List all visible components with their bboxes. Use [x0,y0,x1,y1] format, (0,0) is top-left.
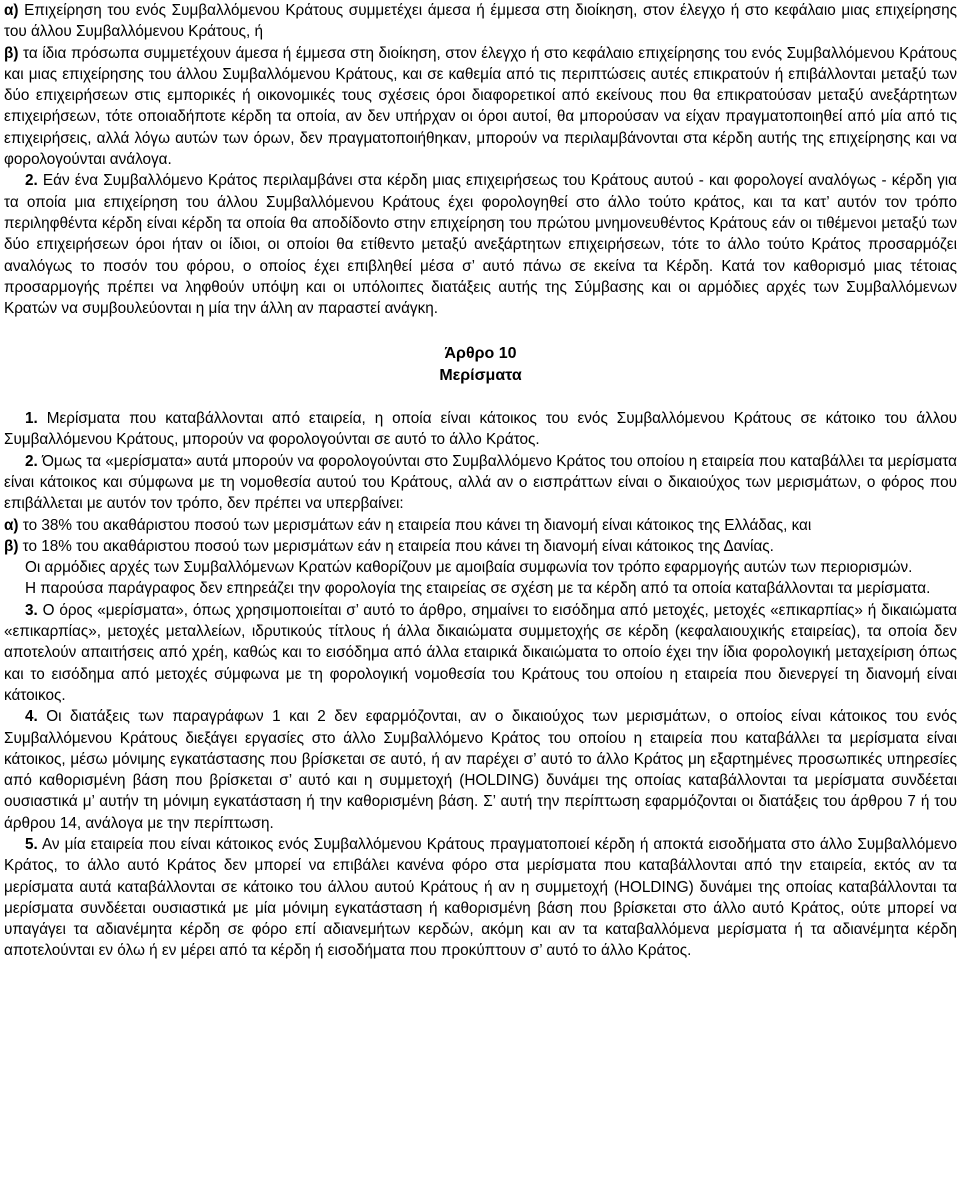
article-title: Μερίσματα [439,366,522,384]
dividends-paragraph-2-text: Όμως τα «μερίσματα» αυτά μπορούν να φορολογούνται στο Συμβαλλόμενο Κράτος του οποίου η εταιρεία που καταβάλλει τα μερίσματα είναι κάτοικος και σύμφωνα με τη νομοθεσία αυτού του Κράτους, αλλά αν ο εισπράττων είναι ο δικαιούχος των μερισμάτων, ο φόρος που επιβάλλεται με αυτόν τον τρόπο, δεν πρέπει να υπερβαίνει: [4,452,957,513]
clause-a-text: Επιχείρηση του ενός Συμβαλλόμενου Κράτους συμμετέχει άμεσα ή έμμεσα στη διοίκηση, στον έλεγχο ή στο κεφάλαιο μιας επιχείρησης του άλλου Συμβαλλόμενου Κράτους, ή [4,2,957,41]
paragraph-2-text: Εάν ένα Συμβαλλόμενο Κράτος περιλαμβάνει στα κέρδη μιας επιχειρήσεως του Κράτους αυτού - και φορολογεί αναλόγως - κέρδη για τα οποία μια επιχείρηση του άλλου Συμβαλλόμενου Κράτους έχει φορολογηθεί στο άλλο τούτο κράτος, και τα κατ’ αυτόν τον τρόπο περιληφθέντα κέρδη είναι κέρδη τα οποία θα αποδίδονto στην επιχείρηση του πρώτου μνημονευθέντος Κράτους εάν οι τιθέμενοι μεταξύ των δύο επιχειρήσεων όροι ήταν οι ίδιοι, οι οποίοι θα ετίθεντο μεταξύ ανεξάρτητων επιχειρήσεων, τότε το άλλο τούτο Κράτος προσαρμόζει αναλόγως το ποσόν του φόρου, ο οποίος έχει επιβληθεί μέσα σ’ αυτό πάνω σε εκείνα τα Κέρδη. Κατά τον καθορισμό μιας τέτοιας προσαρμογής πρέπει να ληφθούν υπόψη και οι υπόλοιπες διατάξεις αυτής της Σύμβασης και οι αρμόδιες αρχές των Συμβαλλόμενων Κρατών να συμβουλεύονται η μία την άλλη αν παραστεί ανάγκη. [4,172,957,318]
spacer [4,386,957,408]
dividends-clause-b-label: β) [4,537,19,555]
dividends-competent-authorities: Οι αρμόδιες αρχές των Συμβαλλόμενων Κρατών καθορίζουν με αμοιβαία συμφωνία τον τρόπο εφαρμογής αυτών των περιορισμών. [25,559,913,577]
dividends-paragraph-3-text: Ο όρος «μερίσματα», όπως χρησιμοποιείται σ’ αυτό το άρθρο, σημαίνει το εισόδημα από μετοχές, μετοχές «επικαρπίας» ή δικαιώματα «επικαρπίας», μετοχές μεταλλείων, ιδρυτικούς τίτλους ή άλλα δικαιώματα συμμετοχής σε κέρδη (κεφαλαιουχικής εταιρείας), τα οποία δεν αποτελούν απαιτήσεις από χρέη, καθώς και το εισόδημα από άλλα εταιρικά δικαιώματα το οποίο έχει την ίδια φορολογική μεταχείριση όπως και το εισόδημα από μετοχές σύμφωνα με τη φορολογική νομοθεσία του Κράτους του οποίου η εταιρεία που διενεργεί τη διανομή είναι κάτοικος. [4,601,957,704]
dividends-clause-b-text: το 18% του ακαθάριστου ποσού των μερισμάτων εάν η εταιρεία που κάνει τη διανομή είναι κάτοικος της Δανίας. [18,537,774,555]
dividends-paragraph-1-text: Μερίσματα που καταβάλλονται από εταιρεία, η οποία είναι κάτοικος του ενός Συμβαλλόμενου Κράτους σε κάτοικο του άλλου Συμβαλλόμενου Κράτους, μπορούν να φορολογούνται σε αυτό το άλλο Κράτος. [4,410,957,449]
dividends-paragraph-4-label: 4. [25,708,38,726]
dividends-paragraph-3 [4,600,957,706]
paragraph-2-adjustment [4,170,957,319]
spacer [4,319,957,343]
dividends-company-taxation: Η παρούσα παράγραφος δεν επηρεάζει την φορολογία της εταιρείας σε σχέση με τα κέρδη από τα οποία καταβάλλονται τα μερίσματα. [25,580,931,598]
dividends-paragraph-1 [4,408,957,451]
dividends-paragraph-5-label: 5. [25,835,38,853]
dividends-paragraph-2 [4,451,957,515]
dividends-clause-b [4,536,957,557]
clause-b [4,43,957,171]
dividends-clause-a-label: α) [4,516,19,534]
clause-a [4,0,957,43]
dividends-paragraph-4 [4,706,957,834]
dividends-clause-a-text: το 38% του ακαθάριστου ποσού των μερισμάτων εάν η εταιρεία που κάνει τη διανομή είναι κάτοικος της Ελλάδας, και [18,516,812,534]
dividends-paragraph-1-label: 1. [25,410,38,428]
dividends-paragraph-2-label: 2. [25,452,38,470]
clause-b-text: τα ίδια πρόσωπα συμμετέχουν άμεσα ή έμμεσα στη διοίκηση, στον έλεγχο ή στο κεφάλαιο επιχείρησης του ενός Συμβαλλόμενου Κράτους και μιας επιχείρησης του άλλου Συμβαλλόμενου Κράτους, και σε καθεμία από τις περιπτώσεις αυτές επικρατούν ή επιβάλλονται μεταξύ των δύο επιχειρήσεων στις εμπορικές ή οικονομικές τους σχέσεις όροι διαφορετικοί από εκείνους που θα επικρατούσαν μεταξύ ανεξάρτητων επιχειρήσεων, τότε οποιαδήποτε κέρδη τα οποία, αν δεν υπήρχαν οι όροι αυτοί, θα μπορούσαν να είχαν πραγματοποιηθεί από μία από τις επιχειρήσεις, αλλά λόγω αυτών των όρων, δεν πραγματοποιήθηκαν, μπορούν να περιλαμβάνονται στα κέρδη αυτής της επιχείρησης και να φορολογούνται ανάλογα. [4,44,957,169]
dividends-paragraph-4-text: Οι διατάξεις των παραγράφων 1 και 2 δεν εφαρμόζονται, αν ο δικαιούχος των μερισμάτων, ο οποίος είναι κάτοικος του ενός Συμβαλλόμενου Κράτους διεξάγει εργασίες στο άλλο Συμβαλλόμενο Κράτος του οποίου η εταιρεία που καταβάλλει τα μερίσματα είναι κάτοικος, μέσω μόνιμης εγκατάστασης που βρίσκεται σε αυτό, ή αν παρέχει σ’ αυτό το άλλο Κράτος μη εξαρτημένες προσωπικές υπηρεσίες από καθορισμένη βάση που βρίσκεται σ’ αυτό και η συμμετοχή (HOLDING) δυνάμει της οποίας καταβάλλονται τα μερίσματα συνδέεται ουσιαστικά μ’ αυτήν τη μόνιμη εγκατάσταση ή την καθορισμένη βάση. Σ’ αυτή την περίπτωση εφαρμόζονται οι διατάξεις του άρθρου 7 ή του άρθρου 14, ανάλογα με την περίπτωση. [4,708,957,832]
dividends-paragraph-5 [4,834,957,962]
article-number: Άρθρο 10 [444,345,517,363]
clause-b-label: β) [4,44,19,62]
paragraph-2-label: 2. [25,172,38,190]
clause-a-label: α) [4,2,19,19]
dividends-paragraph-5-text: Αν μία εταιρεία που είναι κάτοικος ενός Συμβαλλόμενου Κράτους πραγματοποιεί κέρδη ή αποκτά εισοδήματα στο άλλο Συμβαλλόμενο Κράτος, το άλλο αυτό Κράτος δεν μπορεί να επιβάλει κανένα φόρο στα μερίσματα που καταβάλλονται από την εταιρεία, εκτός αν τα μερίσματα αυτά καταβάλλονται σε κάτοικο του άλλου αυτού Κράτους ή αν η συμμετοχή (HOLDING) δυνάμει της οποίας καταβάλλονται τα μερίσματα συνδέεται ουσιαστικά με μία μόνιμη εγκατάσταση ή καθορισμένη βάση που βρίσκεται στο άλλο αυτό Κράτος, ούτε μπορεί να υπαγάγει τα αδιανέμητα κέρδη σε φόρο επί αδιανεμήτων κερδών, ακόμη και αν τα καταβαλλόμενα μερίσματα ή τα αδιανέμητα κέρδη αποτελούνται εν όλω ή εν μέρει από τα κέρδη ή εισοδήματα που προκύπτουν σ’ αυτό το άλλο Κράτος. [4,835,957,960]
dividends-paragraph-3-label: 3. [25,601,38,619]
dividends-clause-a [4,515,957,536]
